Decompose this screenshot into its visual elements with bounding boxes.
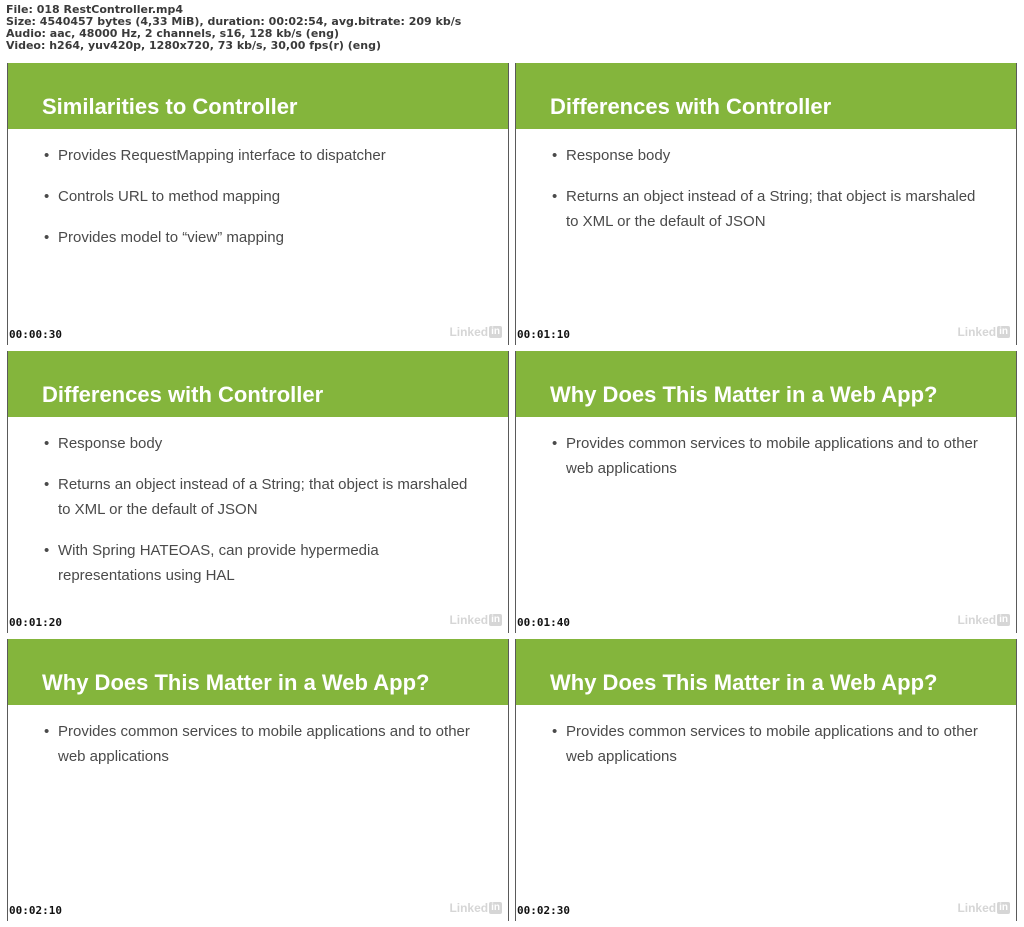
slide-title: Why Does This Matter in a Web App? — [550, 670, 938, 695]
linkedin-in-icon: in — [999, 902, 1008, 913]
linkedin-logo — [449, 325, 502, 339]
video-thumbnail[interactable] — [7, 351, 509, 633]
file-info-line: Audio: aac, 48000 Hz, 2 channels, s16, 128 kb/s (eng) — [6, 27, 340, 40]
bullet-item: • Provides common services to mobile applications and to other web applications — [552, 719, 992, 769]
linkedin-logo-text: Linked — [957, 325, 997, 339]
linkedin-logo-text: Linked — [957, 901, 997, 915]
bullet-item: • Provides RequestMapping interface to dispatcher — [44, 143, 484, 168]
bullet-item: • Controls URL to method mapping — [44, 184, 484, 209]
video-thumbnail[interactable] — [515, 63, 1017, 345]
linkedin-in-icon: in — [491, 902, 500, 913]
video-thumbnail[interactable] — [7, 63, 509, 345]
bullet-list — [44, 719, 484, 785]
bullet-item: • Provides common services to mobile applications and to other web applications — [552, 431, 992, 481]
bullet-item: • Response body — [44, 431, 484, 456]
slide-title: Differences with Controller — [550, 94, 832, 119]
linkedin-logo-text: Linked — [957, 613, 997, 627]
linkedin-in-icon: in — [999, 326, 1008, 337]
bullet-list — [552, 143, 992, 250]
bullet-item: • Returns an object instead of a String; that object is marshaled to XML or the default of JSON — [552, 184, 992, 234]
bullet-list — [552, 431, 992, 497]
video-thumbnail[interactable] — [515, 639, 1017, 921]
bullet-item: • With Spring HATEOAS, can provide hypermedia representations using HAL — [44, 538, 484, 588]
file-info-line: Size: 4540457 bytes (4,33 MiB), duration: 00:02:54, avg.bitrate: 209 kb/s — [6, 15, 462, 28]
bullet-item: • Provides model to “view” mapping — [44, 225, 484, 250]
linkedin-in-icon: in — [491, 614, 500, 625]
timestamp: 00:02:10 — [9, 904, 62, 917]
linkedin-logo — [957, 613, 1010, 627]
slide-title: Similarities to Controller — [42, 94, 298, 119]
linkedin-in-icon: in — [999, 614, 1008, 625]
bullet-item: • Returns an object instead of a String; that object is marshaled to XML or the default of JSON — [44, 472, 484, 522]
file-info-line: File: 018 RestController.mp4 — [6, 3, 183, 16]
bullet-item: • Response body — [552, 143, 992, 168]
linkedin-logo-text: Linked — [449, 613, 489, 627]
timestamp: 00:01:40 — [517, 616, 570, 629]
linkedin-logo — [449, 901, 502, 915]
slide-title: Differences with Controller — [42, 382, 324, 407]
bullet-item: • Provides common services to mobile applications and to other web applications — [44, 719, 484, 769]
slide-title: Why Does This Matter in a Web App? — [550, 382, 938, 407]
bullet-list — [552, 719, 992, 785]
linkedin-logo — [957, 325, 1010, 339]
bullet-list — [44, 143, 484, 266]
file-info-line: Video: h264, yuv420p, 1280x720, 73 kb/s, 30,00 fps(r) (eng) — [6, 39, 381, 52]
slide-title: Why Does This Matter in a Web App? — [42, 670, 430, 695]
linkedin-logo-text: Linked — [449, 325, 489, 339]
timestamp: 00:01:20 — [9, 616, 62, 629]
linkedin-in-icon: in — [491, 326, 500, 337]
linkedin-logo — [957, 901, 1010, 915]
timestamp: 00:02:30 — [517, 904, 570, 917]
video-thumbnail[interactable] — [515, 351, 1017, 633]
linkedin-logo — [449, 613, 502, 627]
timestamp: 00:01:10 — [517, 328, 570, 341]
bullet-list — [44, 431, 484, 604]
timestamp: 00:00:30 — [9, 328, 62, 341]
video-thumbnail[interactable] — [7, 639, 509, 921]
linkedin-logo-text: Linked — [449, 901, 489, 915]
